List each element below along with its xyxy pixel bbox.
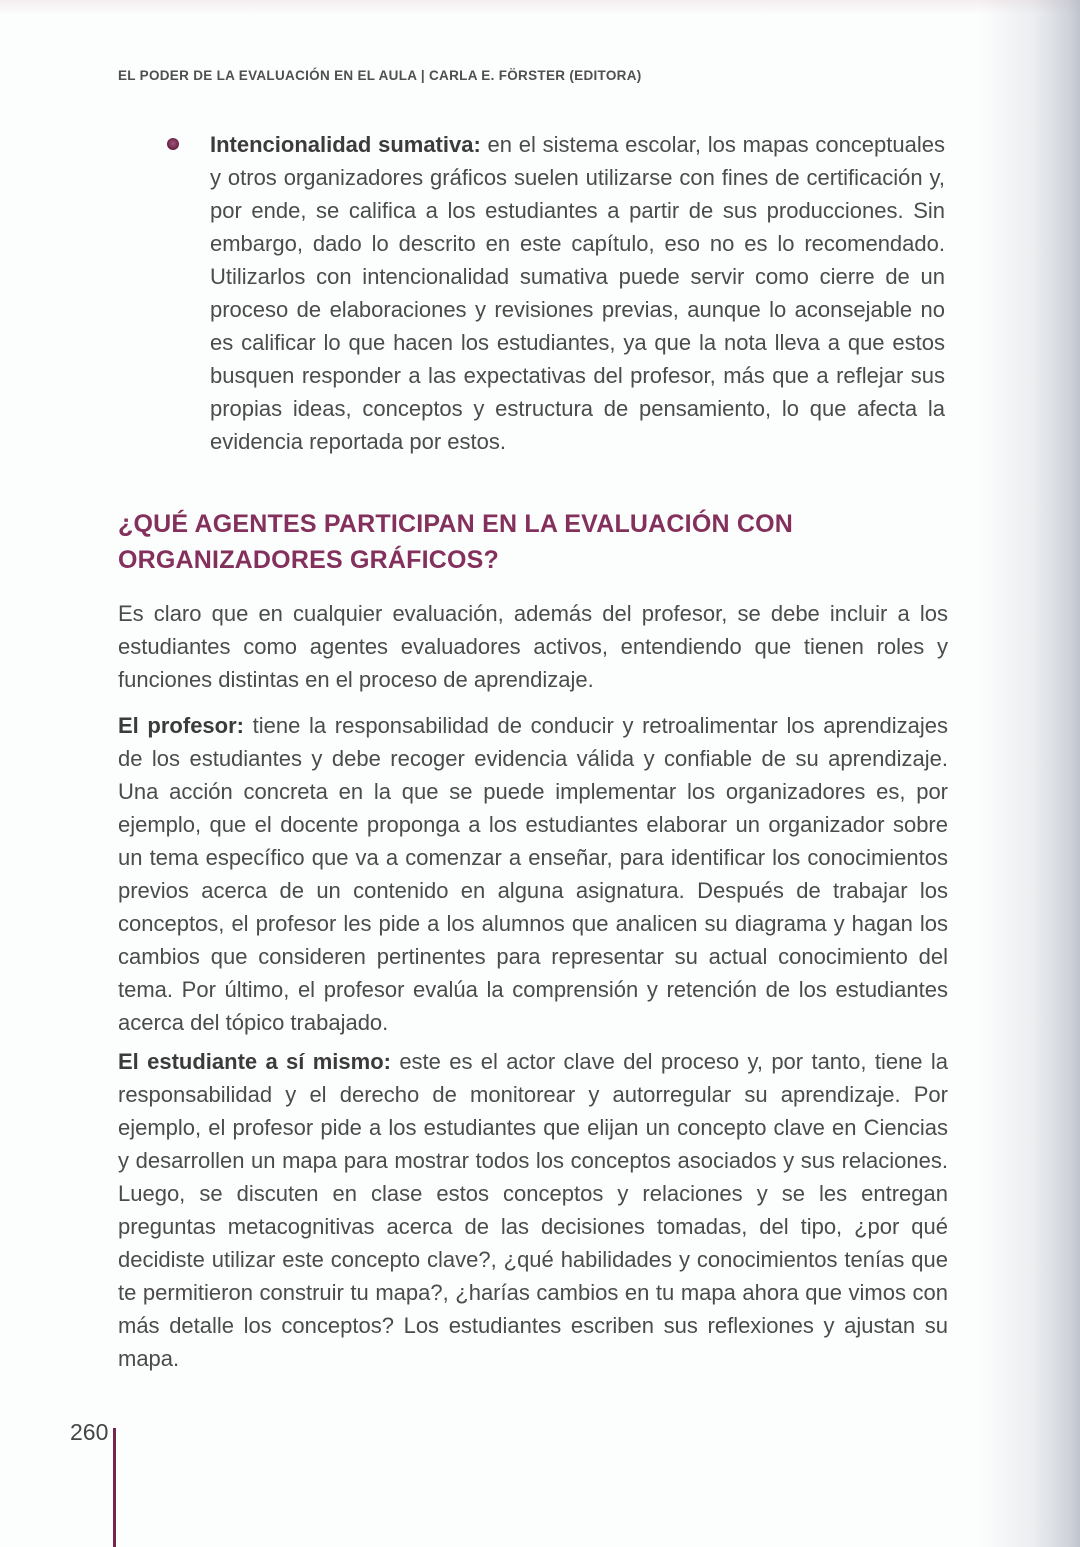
paragraph-el-profesor (118, 709, 948, 1039)
bullet-item-body: en el sistema escolar, los mapas conceptuales y otros organizadores gráficos suelen utilizarse con fines de certificación y, por ende, se califica a los estudiantes a partir de sus producciones. Sin embargo, dado lo descrito en este capítulo, eso no es lo recomendado. Utilizarlos con intencionalidad sumativa puede servir como cierre de un proceso de elaboraciones y revisiones previas, aunque lo aconsejable no es calificar lo que hacen los estudiantes, ya que la nota lleva a que estos busquen responder a las expectativas del profesor, más que a reflejar sus propias ideas, conceptos y estructura de pensamiento, lo que afecta la evidencia reportada por estos. (210, 132, 945, 454)
bullet-item-text (210, 128, 945, 458)
page-number: 260 (70, 1419, 109, 1445)
section-heading: ¿QUÉ AGENTES PARTICIPAN EN LA EVALUACIÓN CON ORGANIZADORES GRÁFICOS? (118, 510, 794, 574)
bullet-dot-icon (167, 138, 179, 150)
running-header: EL PODER DE LA EVALUACIÓN EN EL AULA | CARLA E. FÖRSTER (EDITORA) (118, 68, 642, 83)
paragraph-el-profesor-body: tiene la responsabilidad de conducir y retroalimentar los aprendizajes de los estudiantes y debe recoger evidencia válida y confiable de su aprendizaje. Una acción concreta en la que se puede implementar los organizadores es, por ejemplo, que el docente proponga a los estudiantes elaborar un organizador sobre un tema específico que va a comenzar a enseñar, para identificar los conocimientos previos acerca de un contenido en alguna asignatura. Después de trabajar los conceptos, el profesor les pide a los alumnos que analicen su diagrama y hagan los cambios que consideren pertinentes para representar su actual conocimiento del tema. Por último, el profesor evalúa la comprensión y retención de los estudiantes acerca del tópico trabajado. (118, 713, 948, 1035)
paragraph-el-estudiante-lead: El estudiante a sí mismo: (118, 1049, 391, 1074)
paragraph-el-profesor-lead: El profesor: (118, 713, 244, 738)
section-intro-paragraph: Es claro que en cualquier evaluación, además del profesor, se debe incluir a los estudiantes como agentes evaluadores activos, entendiendo que tienen roles y funciones distintas en el proceso de aprendizaje. (118, 601, 948, 692)
paragraph-el-estudiante-body: este es el actor clave del proceso y, por tanto, tiene la responsabilidad y el derecho de monitorear y autorregular su aprendizaje. Por ejemplo, el profesor pide a los estudiantes que elijan un concepto clave en Ciencias y desarrollen un mapa para mostrar todos los conceptos asociados y sus relaciones. Luego, se discuten en clase estos conceptos y relaciones y se les entregan preguntas metacognitivas acerca de las decisiones tomadas, del tipo, ¿por qué decidiste utilizar este concepto clave?, ¿qué habilidades y conocimientos tenías que te permitieron construir tu mapa?, ¿harías cambios en tu mapa ahora que vimos con más detalle los conceptos? Los estudiantes escriben sus reflexiones y ajustan su mapa. (118, 1049, 948, 1371)
paragraph-el-estudiante (118, 1045, 948, 1375)
bullet-list-item (167, 128, 945, 458)
scan-edge-shadow (980, 0, 1080, 1547)
scan-top-tint (0, 0, 1080, 14)
footer-vertical-rule (113, 1428, 116, 1547)
bullet-item-lead: Intencionalidad sumativa: (210, 132, 481, 157)
